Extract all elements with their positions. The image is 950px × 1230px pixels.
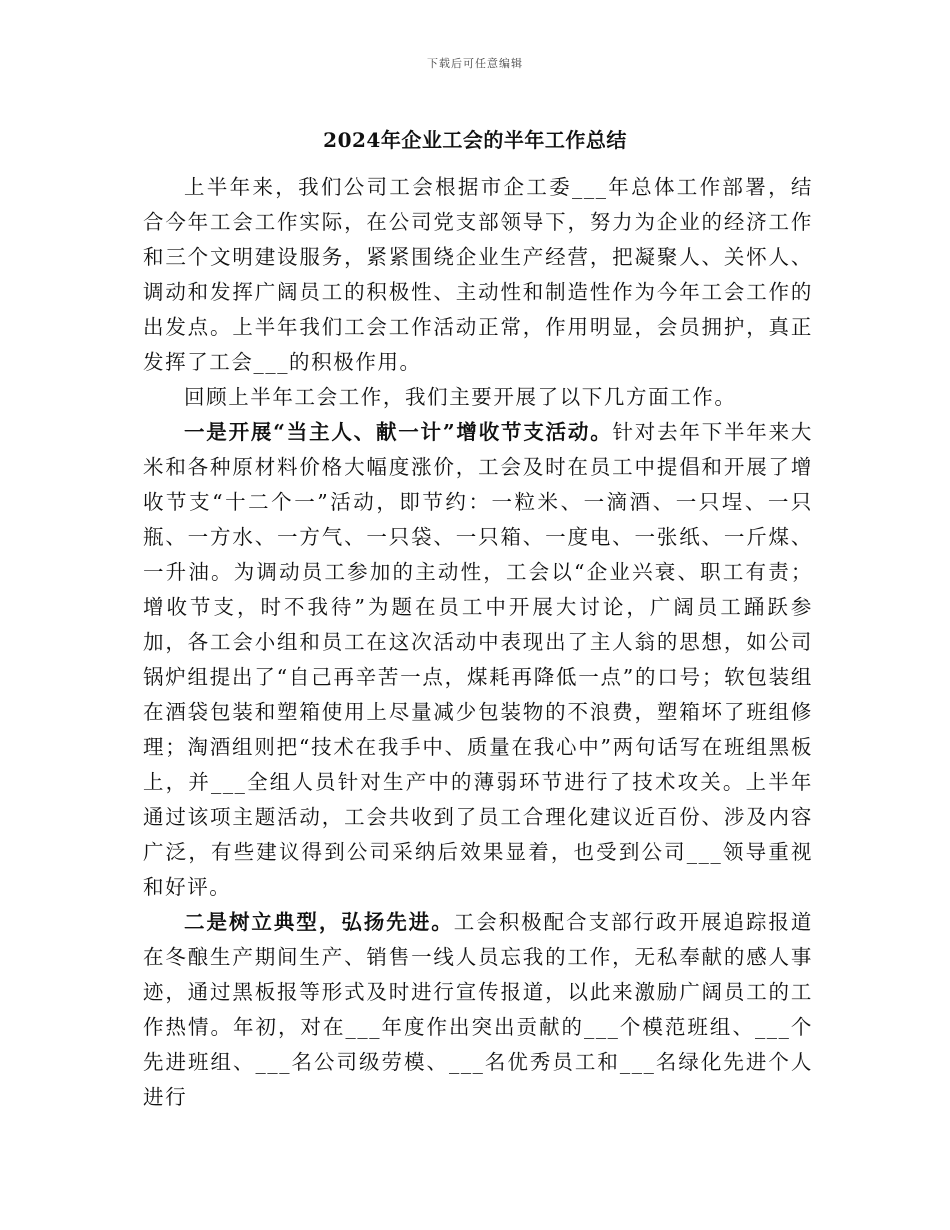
paragraph-item-two bbox=[143, 905, 813, 1115]
paragraph-intro bbox=[143, 170, 813, 380]
document-title: 2024年企业工会的半年工作总结 bbox=[323, 128, 627, 152]
paragraph-text: 回顾上半年工会工作，我们主要开展了以下几方面工作。 bbox=[184, 385, 737, 409]
paragraph-item-one bbox=[143, 415, 813, 905]
paragraph-text: 工会积极配合支部行政开展追踪报道在冬酿生产期间生产、销售一线人员忘我的工作，无私奉献的感人事迹，通过黑板报等形式及时进行宣传报道，以此来激励广阔员工的工作热情。年初，对在___年度作出突出贡献的___个模范班组、___个先进班组、___名公司级劳模、___名优秀员工和___名绿化先进个人进行 bbox=[143, 910, 813, 1109]
paragraph-text: 针对去年下半年来大米和各种原材料价格大幅度涨价，工会及时在员工中提倡和开展了增收节支“十二个一”活动，即节约：一粒米、一滴酒、一只埕、一只瓶、一方水、一方气、一只袋、一只箱、一度电、一张纸、一斤煤、一升油。为调动员工参加的主动性，工会以“企业兴衰、职工有责；增收节支，时不我待”为题在员工中开展大讨论，广阔员工踊跃参加，各工会小组和员工在这次活动中表现出了主人翁的思想，如公司锅炉组提出了“自己再辛苦一点，煤耗再降低一点”的口号；软包装组在酒袋包装和塑箱使用上尽量减少包装物的不浪费，塑箱坏了班组修理；淘酒组则把“技术在我手中、质量在我心中”两句话写在班组黑板上，并___全组人员针对生产中的薄弱环节进行了技术攻关。上半年通过该项主题活动，工会共收到了员工合理化建议近百份、涉及内容广泛，有些建议得到公司采纳后效果显着，也受到公司___领导重视和好评。 bbox=[143, 420, 813, 899]
document-body bbox=[143, 170, 813, 1115]
paragraph-lead-heading: 二是树立典型，弘扬先进。 bbox=[184, 910, 454, 934]
paragraph-review bbox=[143, 380, 813, 415]
paragraph-text: 上半年来，我们公司工会根据市企工委___年总体工作部署，结合今年工会工作实际，在公司党支部领导下，努力为企业的经济工作和三个文明建设服务，紧紧围绕企业生产经营，把凝聚人、关怀人、调动和发挥广阔员工的积极性、主动性和制造性作为今年工会工作的出发点。上半年我们工会工作活动正常，作用明显，会员拥护，真正发挥了工会___的积极作用。 bbox=[143, 175, 813, 374]
paragraph-lead-heading: 一是开展“当主人、献一计”增收节支活动。 bbox=[184, 420, 613, 444]
page-header-note: 下载后可任意编辑 bbox=[427, 57, 523, 70]
